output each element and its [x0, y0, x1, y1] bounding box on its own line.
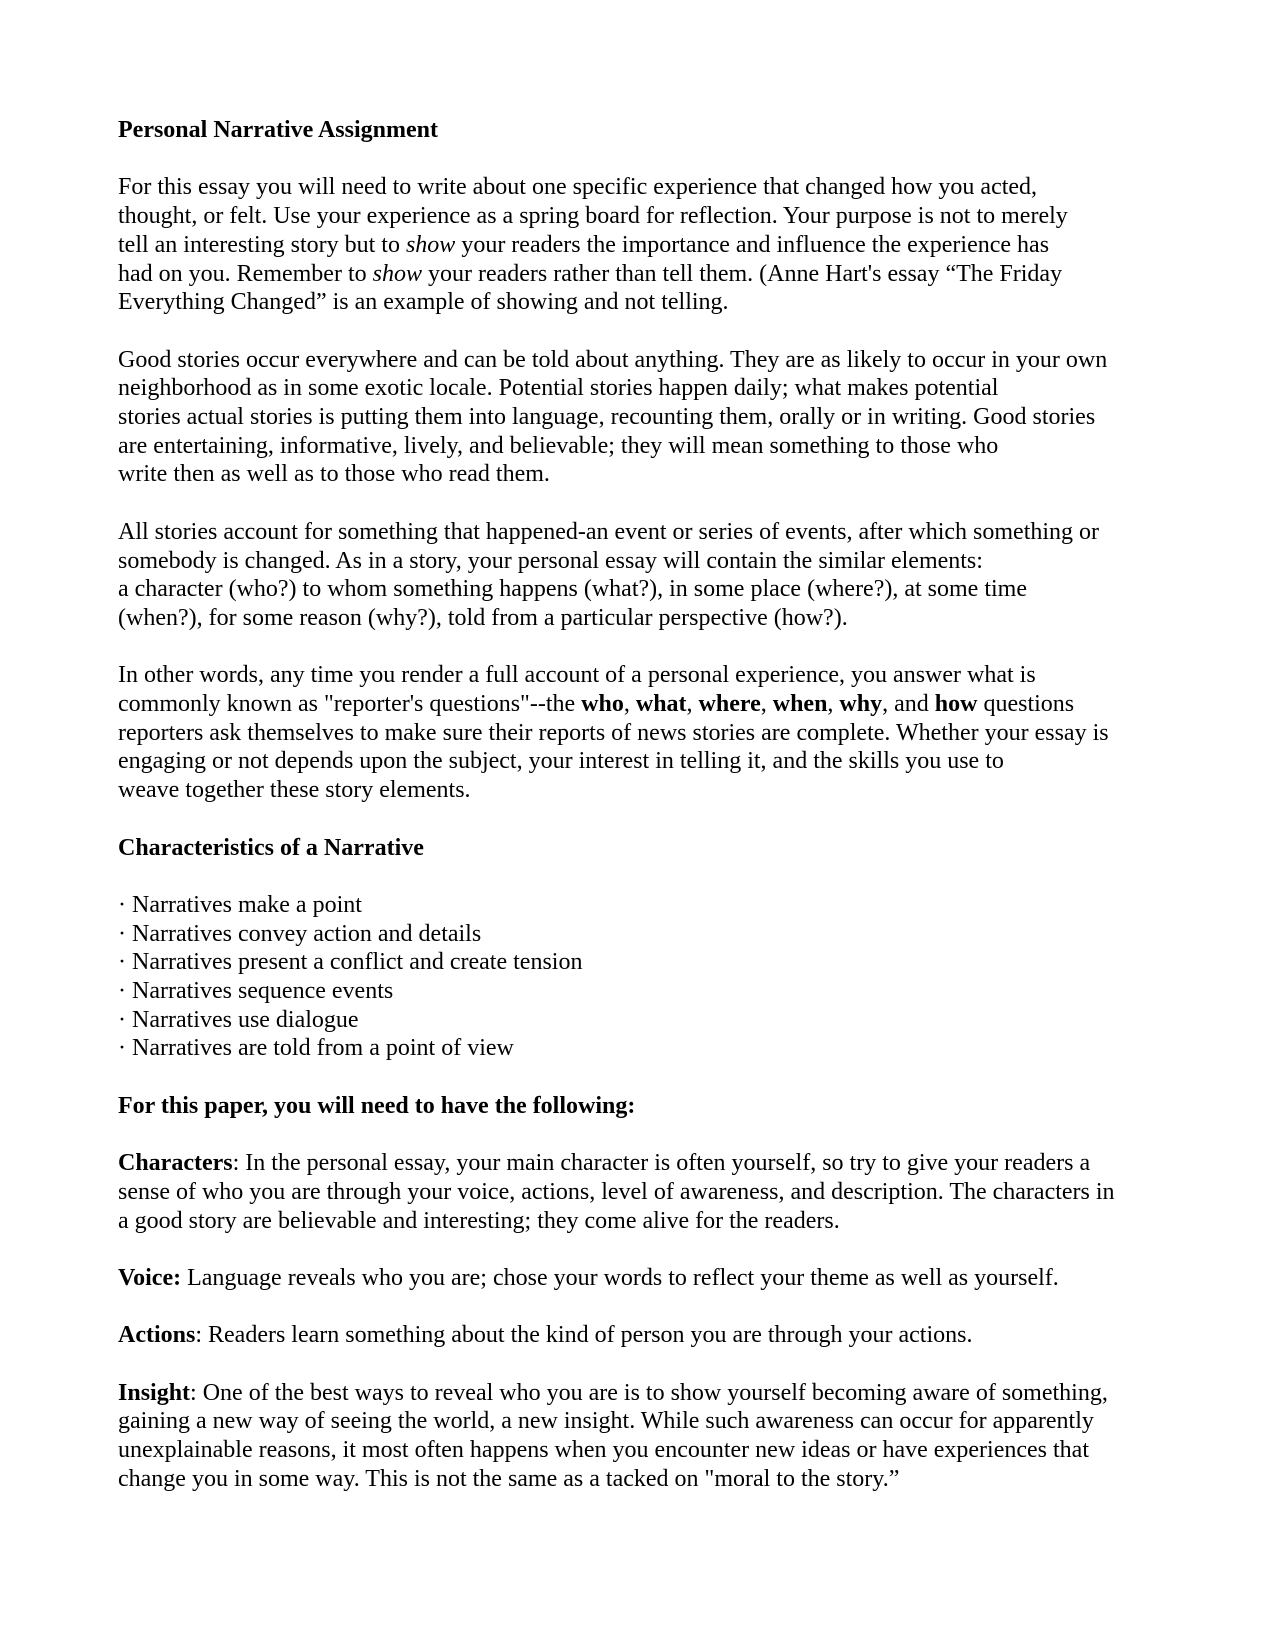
- keyword-what: what: [635, 691, 687, 717]
- text-line: a good story are believable and interesting; they come alive for the readers.: [118, 1207, 840, 1234]
- text-line: For this essay you will need to write about one specific experience that changed how you acted,: [118, 174, 1038, 201]
- requirements-heading: For this paper, you will need to have the following:: [118, 1092, 636, 1119]
- text-line: Good stories occur everywhere and can be told about anything. They are as likely to occur in your own: [118, 346, 1108, 373]
- term-actions: Actions: [118, 1322, 196, 1349]
- keyword-where: where: [698, 691, 761, 717]
- text-line: change you in some way. This is not the same as a tacked on "moral to the story.”: [118, 1465, 900, 1492]
- term-insight: Insight: [118, 1379, 191, 1406]
- list-item: · Narratives are told from a point of view: [118, 1035, 514, 1062]
- text-line: stories actual stories is putting them into language, recounting them, orally or in writing. Good stories: [118, 404, 1096, 430]
- all-stories-paragraph: [118, 518, 1168, 633]
- list-item: · Narratives convey action and details: [118, 920, 482, 947]
- text-line: Everything Changed” is an example of showing and not telling.: [118, 289, 729, 316]
- text-line: engaging or not depends upon the subject, your interest in telling it, and the skills you use to: [118, 748, 1004, 775]
- text-line: gaining a new way of seeing the world, a new insight. While such awareness can occur for apparently: [118, 1408, 1094, 1435]
- term-voice: Voice:: [118, 1264, 182, 1291]
- text-line: Actions: Readers learn something about the kind of person you are through your actions.: [118, 1322, 973, 1349]
- text-line: commonly known as "reporter's questions"--the who, what, where, when, why, and how questions: [118, 691, 1075, 717]
- text-line: weave together these story elements.: [118, 777, 471, 804]
- list-item: · Narratives present a conflict and create tension: [118, 949, 583, 976]
- text-line: somebody is changed. As in a story, your personal essay will contain the similar elements:: [118, 547, 983, 574]
- text-line: reporters ask themselves to make sure their reports of news stories are complete. Whether your essay is: [118, 719, 1109, 746]
- text-line: Insight: One of the best ways to reveal who you are is to show yourself becoming aware of something,: [118, 1379, 1108, 1406]
- text-line: neighborhood as in some exotic locale. Potential stories happen daily; what makes potential: [118, 375, 999, 402]
- characteristics-list: [118, 891, 1168, 1063]
- emphasis-show: show: [405, 231, 456, 258]
- insight-paragraph: [118, 1379, 1168, 1494]
- document-body: [118, 116, 1168, 1522]
- emphasis-show: show: [372, 260, 422, 287]
- characteristics-heading: Characteristics of a Narrative: [118, 834, 424, 861]
- keyword-when: when: [772, 691, 828, 717]
- text-line: thought, or felt. Use your experience as a spring board for reflection. Your purpose is not to merely: [118, 203, 1068, 230]
- good-stories-paragraph: [118, 346, 1168, 490]
- keyword-how: how: [934, 691, 978, 717]
- text-line: Voice: Language reveals who you are; chose your words to reflect your theme as well as yourself.: [118, 1264, 1059, 1291]
- text-line: All stories account for something that happened-an event or series of events, after which something or: [118, 518, 1100, 545]
- list-item: · Narratives use dialogue: [118, 1006, 359, 1033]
- actions-paragraph: [118, 1321, 1168, 1350]
- list-item: · Narratives make a point: [118, 891, 362, 918]
- term-characters: Characters: [118, 1150, 233, 1177]
- characters-paragraph: [118, 1149, 1168, 1235]
- list-item: · Narratives sequence events: [118, 978, 394, 1004]
- text-line: In other words, any time you render a full account of a personal experience, you answer what is: [118, 662, 1036, 689]
- text-line: are entertaining, informative, lively, and believable; they will mean something to those who: [118, 432, 999, 459]
- text-line: sense of who you are through your voice, actions, level of awareness, and description. The characters in: [118, 1178, 1115, 1205]
- text-line: Characters: In the personal essay, your main character is often yourself, so try to give your readers a: [118, 1150, 1091, 1177]
- keyword-why: why: [839, 691, 883, 717]
- text-line: write then as well as to those who read them.: [118, 461, 550, 488]
- text-line: a character (who?) to whom something happens (what?), in some place (where?), at some time: [118, 576, 1027, 603]
- other-words-paragraph: [118, 661, 1168, 805]
- document-title: Personal Narrative Assignment: [118, 117, 438, 143]
- keyword-who: who: [581, 691, 624, 717]
- text-line: (when?), for some reason (why?), told from a particular perspective (how?).: [118, 604, 848, 631]
- text-line: unexplainable reasons, it most often happens when you encounter new ideas or have experiences that: [118, 1437, 1090, 1464]
- voice-paragraph: [118, 1264, 1168, 1293]
- intro-paragraph: [118, 173, 1168, 317]
- text-line: had on you. Remember to show your readers rather than tell them. (Anne Hart's essay “The Friday: [118, 260, 1063, 287]
- text-line: tell an interesting story but to show your readers the importance and influence the experience has: [118, 231, 1050, 258]
